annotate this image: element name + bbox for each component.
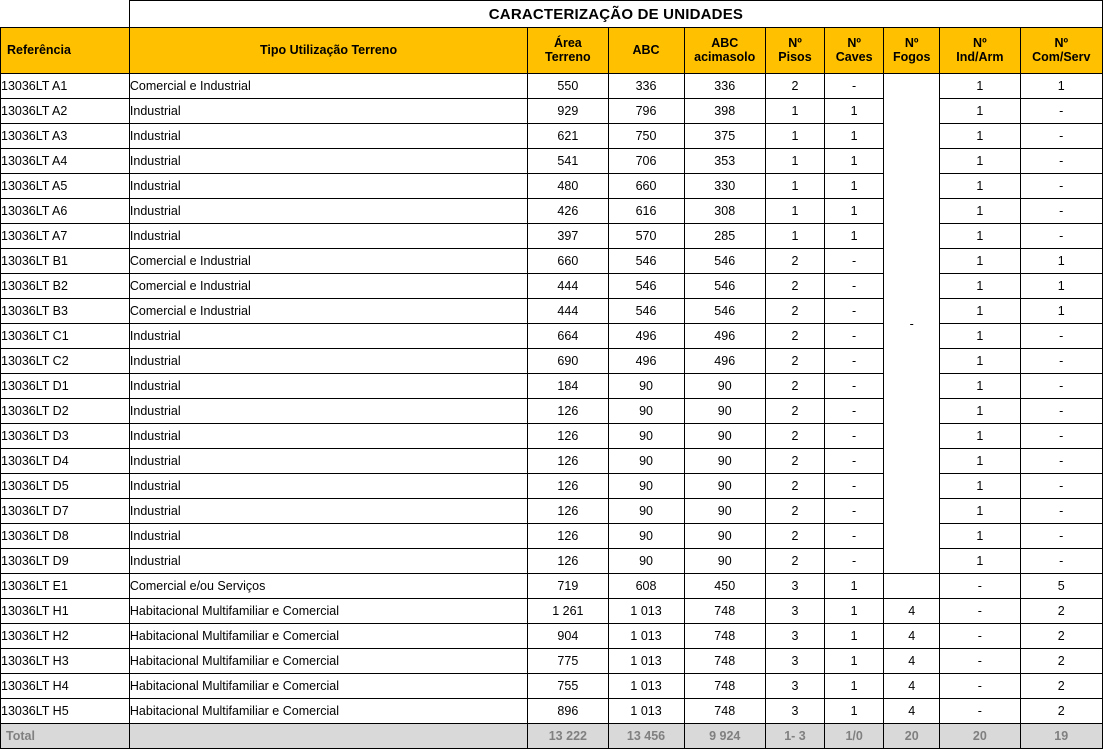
cell-abc: 546 [608, 274, 684, 299]
cell-n-pisos: 2 [765, 299, 824, 324]
cell-referencia: 13036LT B1 [1, 249, 130, 274]
cell-tipo-utilizacao: Industrial [129, 99, 527, 124]
cell-n-ind-arm: 1 [940, 124, 1020, 149]
column-header-n-ind-arm[interactable] [940, 28, 1020, 74]
cell-n-ind-arm: - [940, 574, 1020, 599]
cell-n-caves: - [825, 249, 884, 274]
cell-abc: 90 [608, 449, 684, 474]
cell-n-ind-arm: 1 [940, 499, 1020, 524]
cell-n-caves: 1 [825, 699, 884, 724]
cell-referencia: 13036LT A1 [1, 74, 130, 99]
cell-tipo-utilizacao: Industrial [129, 424, 527, 449]
cell-n-pisos: 2 [765, 524, 824, 549]
cell-referencia: 13036LT D9 [1, 549, 130, 574]
cell-n-ind-arm: - [940, 699, 1020, 724]
cell-n-ind-arm: 1 [940, 424, 1020, 449]
cell-n-pisos: 2 [765, 499, 824, 524]
column-header-n-caves[interactable] [825, 28, 884, 74]
header-label-line2: Terreno [545, 49, 591, 64]
cell-n-com-serv: 2 [1020, 649, 1103, 674]
cell-n-ind-arm: 1 [940, 324, 1020, 349]
cell-referencia: 13036LT D2 [1, 399, 130, 424]
total-n-com-serv: 19 [1020, 724, 1103, 749]
cell-area-terreno: 929 [528, 99, 608, 124]
cell-abc-acimasolo: 90 [684, 449, 765, 474]
cell-referencia: 13036LT H1 [1, 599, 130, 624]
cell-n-ind-arm: 1 [940, 99, 1020, 124]
cell-n-fogos: 4 [884, 674, 940, 699]
cell-n-pisos: 2 [765, 449, 824, 474]
cell-abc-acimasolo: 330 [684, 174, 765, 199]
cell-area-terreno: 126 [528, 449, 608, 474]
cell-abc-acimasolo: 748 [684, 674, 765, 699]
cell-n-com-serv: - [1020, 549, 1103, 574]
cell-abc: 796 [608, 99, 684, 124]
table-row [1, 674, 1103, 699]
table-row [1, 624, 1103, 649]
cell-n-com-serv: - [1020, 399, 1103, 424]
cell-n-caves: 1 [825, 674, 884, 699]
cell-n-caves: 1 [825, 599, 884, 624]
cell-abc: 546 [608, 299, 684, 324]
table-row [1, 74, 1103, 99]
cell-area-terreno: 444 [528, 274, 608, 299]
cell-abc: 90 [608, 549, 684, 574]
title-left-spacer [1, 1, 130, 28]
cell-n-ind-arm: 1 [940, 149, 1020, 174]
cell-n-ind-arm: 1 [940, 399, 1020, 424]
cell-n-com-serv: - [1020, 524, 1103, 549]
cell-n-caves: - [825, 74, 884, 99]
cell-referencia: 13036LT D4 [1, 449, 130, 474]
total-n-ind-arm: 20 [940, 724, 1020, 749]
header-label: ABC [632, 42, 660, 57]
cell-referencia: 13036LT A7 [1, 224, 130, 249]
cell-n-com-serv: - [1020, 449, 1103, 474]
cell-referencia: 13036LT A6 [1, 199, 130, 224]
cell-n-caves: - [825, 349, 884, 374]
cell-area-terreno: 690 [528, 349, 608, 374]
cell-area-terreno: 550 [528, 74, 608, 99]
cell-referencia: 13036LT H2 [1, 624, 130, 649]
cell-tipo-utilizacao: Industrial [129, 124, 527, 149]
cell-n-ind-arm: 1 [940, 224, 1020, 249]
cell-n-caves: - [825, 374, 884, 399]
cell-n-fogos [884, 574, 940, 599]
cell-n-ind-arm: - [940, 649, 1020, 674]
cell-n-fogos: 4 [884, 649, 940, 674]
cell-area-terreno: 480 [528, 174, 608, 199]
cell-area-terreno: 896 [528, 699, 608, 724]
cell-n-com-serv: - [1020, 149, 1103, 174]
cell-n-ind-arm: - [940, 674, 1020, 699]
cell-area-terreno: 126 [528, 399, 608, 424]
total-n-fogos: 20 [884, 724, 940, 749]
cell-n-com-serv: - [1020, 474, 1103, 499]
cell-abc: 608 [608, 574, 684, 599]
cell-n-ind-arm: - [940, 599, 1020, 624]
header-label-line1: Nº [1054, 36, 1069, 50]
cell-referencia: 13036LT D3 [1, 424, 130, 449]
cell-n-com-serv: - [1020, 499, 1103, 524]
cell-area-terreno: 444 [528, 299, 608, 324]
cell-n-pisos: 2 [765, 424, 824, 449]
cell-referencia: 13036LT B2 [1, 274, 130, 299]
cell-n-pisos: 3 [765, 599, 824, 624]
cell-n-pisos: 2 [765, 274, 824, 299]
header-label-line2: Caves [835, 49, 873, 64]
cell-n-pisos: 3 [765, 649, 824, 674]
cell-area-terreno: 664 [528, 324, 608, 349]
cell-n-ind-arm: 1 [940, 274, 1020, 299]
title-row [1, 1, 1103, 28]
cell-n-pisos: 3 [765, 574, 824, 599]
cell-n-com-serv: 2 [1020, 699, 1103, 724]
cell-n-fogos-merged: - [884, 74, 940, 574]
cell-n-fogos: 4 [884, 599, 940, 624]
cell-area-terreno: 126 [528, 524, 608, 549]
cell-n-com-serv: 1 [1020, 299, 1103, 324]
cell-abc: 616 [608, 199, 684, 224]
cell-n-caves: 1 [825, 99, 884, 124]
cell-abc: 750 [608, 124, 684, 149]
cell-tipo-utilizacao: Comercial e Industrial [129, 74, 527, 99]
cell-abc-acimasolo: 450 [684, 574, 765, 599]
cell-n-caves: - [825, 474, 884, 499]
cell-n-ind-arm: 1 [940, 449, 1020, 474]
cell-abc: 546 [608, 249, 684, 274]
cell-area-terreno: 426 [528, 199, 608, 224]
cell-abc-acimasolo: 90 [684, 474, 765, 499]
cell-n-pisos: 2 [765, 474, 824, 499]
cell-abc: 1 013 [608, 699, 684, 724]
cell-abc-acimasolo: 496 [684, 324, 765, 349]
cell-n-caves: - [825, 399, 884, 424]
cell-abc: 90 [608, 399, 684, 424]
cell-abc-acimasolo: 546 [684, 299, 765, 324]
header-label-line2: Ind/Arm [956, 49, 1004, 64]
cell-n-caves: 1 [825, 174, 884, 199]
cell-abc-acimasolo: 90 [684, 424, 765, 449]
cell-n-com-serv: - [1020, 174, 1103, 199]
cell-tipo-utilizacao: Industrial [129, 374, 527, 399]
cell-abc: 90 [608, 474, 684, 499]
cell-n-caves: - [825, 324, 884, 349]
cell-abc: 90 [608, 524, 684, 549]
cell-abc: 336 [608, 74, 684, 99]
cell-abc: 1 013 [608, 649, 684, 674]
cell-referencia: 13036LT E1 [1, 574, 130, 599]
cell-n-ind-arm: - [940, 624, 1020, 649]
column-header-area-terreno[interactable] [528, 28, 608, 74]
cell-n-pisos: 3 [765, 674, 824, 699]
cell-n-ind-arm: 1 [940, 174, 1020, 199]
column-header-n-fogos[interactable] [884, 28, 940, 74]
cell-n-caves: - [825, 424, 884, 449]
cell-n-com-serv: - [1020, 124, 1103, 149]
cell-abc-acimasolo: 748 [684, 699, 765, 724]
cell-n-com-serv: 2 [1020, 624, 1103, 649]
cell-abc-acimasolo: 546 [684, 274, 765, 299]
cell-tipo-utilizacao: Industrial [129, 149, 527, 174]
cell-area-terreno: 541 [528, 149, 608, 174]
total-abc-acimasolo: 9 924 [684, 724, 765, 749]
cell-n-caves: 1 [825, 574, 884, 599]
header-label: Referência [7, 42, 71, 57]
cell-n-com-serv: - [1020, 349, 1103, 374]
cell-area-terreno: 126 [528, 474, 608, 499]
cell-n-caves: 1 [825, 149, 884, 174]
cell-n-com-serv: 2 [1020, 599, 1103, 624]
cell-n-com-serv: - [1020, 199, 1103, 224]
cell-n-pisos: 2 [765, 549, 824, 574]
cell-n-caves: - [825, 524, 884, 549]
cell-area-terreno: 126 [528, 549, 608, 574]
header-label-line2: acimasolo [694, 49, 756, 64]
total-area-terreno: 13 222 [528, 724, 608, 749]
header-label-line1: Nº [973, 36, 987, 50]
cell-n-com-serv: - [1020, 324, 1103, 349]
cell-referencia: 13036LT D7 [1, 499, 130, 524]
cell-abc-acimasolo: 90 [684, 549, 765, 574]
cell-tipo-utilizacao: Industrial [129, 349, 527, 374]
total-abc: 13 456 [608, 724, 684, 749]
cell-abc: 1 013 [608, 624, 684, 649]
header-label-line1: Área [553, 36, 582, 50]
cell-abc-acimasolo: 285 [684, 224, 765, 249]
cell-n-pisos: 1 [765, 174, 824, 199]
cell-abc-acimasolo: 90 [684, 399, 765, 424]
cell-area-terreno: 904 [528, 624, 608, 649]
cell-referencia: 13036LT D8 [1, 524, 130, 549]
column-header-referencia[interactable] [1, 28, 130, 74]
cell-abc: 570 [608, 224, 684, 249]
cell-tipo-utilizacao: Industrial [129, 399, 527, 424]
cell-referencia: 13036LT H4 [1, 674, 130, 699]
cell-area-terreno: 719 [528, 574, 608, 599]
cell-n-pisos: 2 [765, 349, 824, 374]
cell-n-pisos: 3 [765, 624, 824, 649]
cell-n-com-serv: - [1020, 224, 1103, 249]
cell-referencia: 13036LT C1 [1, 324, 130, 349]
cell-area-terreno: 397 [528, 224, 608, 249]
cell-abc-acimasolo: 375 [684, 124, 765, 149]
cell-n-fogos: 4 [884, 699, 940, 724]
total-row [1, 724, 1103, 749]
cell-abc-acimasolo: 496 [684, 349, 765, 374]
cell-n-com-serv: 1 [1020, 74, 1103, 99]
cell-n-pisos: 1 [765, 199, 824, 224]
cell-referencia: 13036LT C2 [1, 349, 130, 374]
cell-n-fogos: 4 [884, 624, 940, 649]
cell-tipo-utilizacao: Habitacional Multifamiliar e Comercial [129, 674, 527, 699]
cell-referencia: 13036LT A3 [1, 124, 130, 149]
cell-tipo-utilizacao: Habitacional Multifamiliar e Comercial [129, 599, 527, 624]
header-label-line1: Nº [788, 36, 802, 50]
header-label: Tipo Utilização Terreno [260, 42, 398, 57]
cell-abc-acimasolo: 546 [684, 249, 765, 274]
cell-n-ind-arm: 1 [940, 74, 1020, 99]
cell-n-caves: - [825, 299, 884, 324]
cell-n-ind-arm: 1 [940, 199, 1020, 224]
header-label-line2: Pisos [778, 49, 812, 64]
cell-n-com-serv: 2 [1020, 674, 1103, 699]
cell-referencia: 13036LT D5 [1, 474, 130, 499]
cell-n-com-serv: - [1020, 374, 1103, 399]
cell-abc-acimasolo: 398 [684, 99, 765, 124]
cell-n-ind-arm: 1 [940, 249, 1020, 274]
header-label-line1: Nº [847, 36, 861, 50]
cell-n-caves: 1 [825, 199, 884, 224]
cell-n-caves: 1 [825, 624, 884, 649]
cell-tipo-utilizacao: Comercial e Industrial [129, 299, 527, 324]
cell-area-terreno: 755 [528, 674, 608, 699]
cell-n-caves: - [825, 449, 884, 474]
cell-abc-acimasolo: 748 [684, 624, 765, 649]
cell-area-terreno: 126 [528, 499, 608, 524]
cell-referencia: 13036LT H3 [1, 649, 130, 674]
header-label-line1: Nº [904, 36, 919, 50]
column-header-n-com-serv[interactable] [1020, 28, 1103, 74]
cell-area-terreno: 775 [528, 649, 608, 674]
cell-abc-acimasolo: 90 [684, 499, 765, 524]
cell-n-ind-arm: 1 [940, 549, 1020, 574]
cell-abc: 660 [608, 174, 684, 199]
cell-n-pisos: 3 [765, 699, 824, 724]
cell-abc: 1 013 [608, 674, 684, 699]
cell-abc-acimasolo: 748 [684, 649, 765, 674]
cell-tipo-utilizacao: Habitacional Multifamiliar e Comercial [129, 699, 527, 724]
cell-area-terreno: 126 [528, 424, 608, 449]
cell-abc: 496 [608, 349, 684, 374]
cell-n-pisos: 1 [765, 224, 824, 249]
cell-tipo-utilizacao: Industrial [129, 174, 527, 199]
cell-n-pisos: 2 [765, 249, 824, 274]
cell-tipo-utilizacao: Industrial [129, 199, 527, 224]
cell-tipo-utilizacao: Industrial [129, 524, 527, 549]
cell-n-ind-arm: 1 [940, 349, 1020, 374]
table-body [1, 74, 1103, 724]
cell-n-caves: 1 [825, 224, 884, 249]
cell-abc-acimasolo: 748 [684, 599, 765, 624]
cell-n-com-serv: - [1020, 99, 1103, 124]
cell-tipo-utilizacao: Industrial [129, 224, 527, 249]
cell-abc: 496 [608, 324, 684, 349]
column-header-n-pisos[interactable] [765, 28, 824, 74]
total-n-caves: 1/0 [825, 724, 884, 749]
cell-tipo-utilizacao: Comercial e Industrial [129, 274, 527, 299]
cell-referencia: 13036LT A2 [1, 99, 130, 124]
cell-abc: 90 [608, 374, 684, 399]
cell-n-ind-arm: 1 [940, 524, 1020, 549]
column-header-abc[interactable] [608, 28, 684, 74]
header-row [1, 28, 1103, 74]
table-row [1, 599, 1103, 624]
cell-n-caves: - [825, 499, 884, 524]
cell-referencia: 13036LT D1 [1, 374, 130, 399]
cell-n-pisos: 2 [765, 74, 824, 99]
cell-n-pisos: 1 [765, 124, 824, 149]
cell-tipo-utilizacao: Habitacional Multifamiliar e Comercial [129, 624, 527, 649]
cell-area-terreno: 621 [528, 124, 608, 149]
cell-n-com-serv: 1 [1020, 274, 1103, 299]
cell-abc-acimasolo: 90 [684, 374, 765, 399]
cell-n-caves: 1 [825, 124, 884, 149]
cell-n-caves: - [825, 274, 884, 299]
cell-tipo-utilizacao: Comercial e Industrial [129, 249, 527, 274]
column-header-tipo[interactable] [129, 28, 527, 74]
table-title: CARACTERIZAÇÃO DE UNIDADES [129, 1, 1102, 28]
column-header-abc-acimasolo[interactable] [684, 28, 765, 74]
cell-n-ind-arm: 1 [940, 474, 1020, 499]
cell-tipo-utilizacao: Industrial [129, 324, 527, 349]
header-label-line2: Fogos [892, 49, 931, 64]
cell-n-pisos: 2 [765, 324, 824, 349]
cell-n-com-serv: 5 [1020, 574, 1103, 599]
cell-area-terreno: 660 [528, 249, 608, 274]
table-row [1, 574, 1103, 599]
cell-referencia: 13036LT B3 [1, 299, 130, 324]
cell-abc-acimasolo: 353 [684, 149, 765, 174]
cell-abc-acimasolo: 90 [684, 524, 765, 549]
cell-tipo-utilizacao: Industrial [129, 499, 527, 524]
cell-abc-acimasolo: 308 [684, 199, 765, 224]
cell-n-ind-arm: 1 [940, 299, 1020, 324]
cell-tipo-utilizacao: Industrial [129, 449, 527, 474]
cell-n-pisos: 2 [765, 374, 824, 399]
cell-referencia: 13036LT H5 [1, 699, 130, 724]
cell-abc: 706 [608, 149, 684, 174]
cell-abc: 90 [608, 499, 684, 524]
cell-referencia: 13036LT A5 [1, 174, 130, 199]
cell-n-ind-arm: 1 [940, 374, 1020, 399]
header-label-line2: Com/Serv [1032, 49, 1091, 64]
cell-tipo-utilizacao: Industrial [129, 474, 527, 499]
cell-n-caves: 1 [825, 649, 884, 674]
cell-n-com-serv: - [1020, 424, 1103, 449]
cell-n-caves: - [825, 549, 884, 574]
cell-area-terreno: 1 261 [528, 599, 608, 624]
cell-n-pisos: 1 [765, 99, 824, 124]
cell-tipo-utilizacao: Comercial e/ou Serviços [129, 574, 527, 599]
cell-n-pisos: 2 [765, 399, 824, 424]
table-row [1, 699, 1103, 724]
cell-abc-acimasolo: 336 [684, 74, 765, 99]
header-label-line1: ABC [711, 36, 739, 50]
cell-abc: 1 013 [608, 599, 684, 624]
cell-tipo-utilizacao: Habitacional Multifamiliar e Comercial [129, 649, 527, 674]
total-n-pisos: 1- 3 [765, 724, 824, 749]
cell-referencia: 13036LT A4 [1, 149, 130, 174]
total-tipo [129, 724, 527, 749]
cell-area-terreno: 184 [528, 374, 608, 399]
cell-n-com-serv: 1 [1020, 249, 1103, 274]
table-row [1, 649, 1103, 674]
total-label: Total [1, 724, 130, 749]
cell-n-pisos: 1 [765, 149, 824, 174]
cell-abc: 90 [608, 424, 684, 449]
cell-tipo-utilizacao: Industrial [129, 549, 527, 574]
